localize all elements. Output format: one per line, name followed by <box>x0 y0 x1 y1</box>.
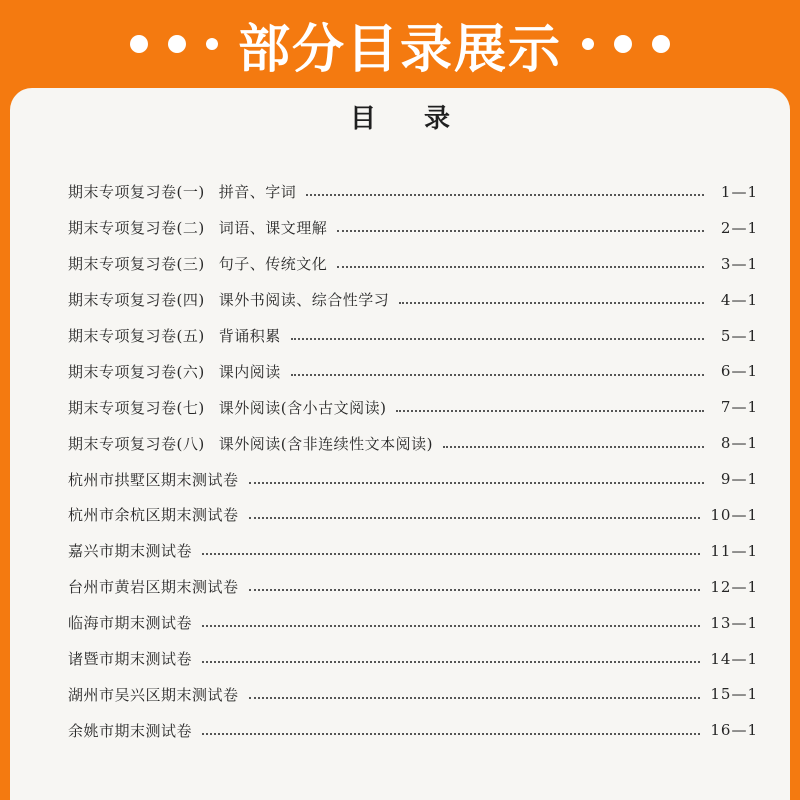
dot-icon <box>582 38 594 50</box>
toc-entry <box>68 389 758 425</box>
toc-entry-page: 13—1 <box>710 613 758 632</box>
toc-entry-title: 杭州市拱墅区期末测试卷 <box>68 470 239 489</box>
toc-entry-page: 12—1 <box>710 577 758 596</box>
toc-entry <box>68 425 758 461</box>
toc-entry <box>68 282 758 318</box>
toc-entry <box>68 569 758 605</box>
toc-entry-topic: 课外书阅读、综合性学习 <box>218 291 390 310</box>
dot-leader <box>291 337 704 340</box>
toc-entry-title: 期末专项复习卷(三) <box>68 255 205 274</box>
toc-entry <box>68 641 758 677</box>
toc-entry <box>68 210 758 246</box>
toc-entry-title: 诸暨市期末测试卷 <box>68 650 193 669</box>
toc-entry-title: 嘉兴市期末测试卷 <box>68 542 193 561</box>
toc-entry-page: 8—1 <box>720 434 758 453</box>
toc-entry <box>68 605 758 641</box>
toc-entry-topic: 拼音、字词 <box>218 183 297 202</box>
toc-entry-topic: 课内阅读 <box>218 362 281 381</box>
dot-leader <box>337 265 704 268</box>
toc-entry-page: 9—1 <box>720 470 758 489</box>
toc-entry-title: 期末专项复习卷(二) <box>68 219 205 238</box>
toc-entry-page: 16—1 <box>710 721 758 740</box>
toc-entry-page: 2—1 <box>720 218 758 237</box>
dot-icon <box>130 35 148 53</box>
dot-leader <box>443 445 704 448</box>
dot-leader <box>249 481 704 484</box>
toc-entry-title: 湖州市吴兴区期末测试卷 <box>68 685 239 704</box>
dot-leader <box>399 301 704 304</box>
toc-entry <box>68 497 758 533</box>
toc-entry-page: 11—1 <box>710 541 758 560</box>
toc-title: 目录 <box>349 104 498 134</box>
dot-icon <box>206 38 218 50</box>
dot-leader <box>202 624 700 627</box>
right-dots-decoration <box>582 35 670 53</box>
toc-entry-topic: 课外阅读(含小古文阅读) <box>218 398 387 417</box>
toc-entry-topic: 课外阅读(含非连续性文本阅读) <box>218 434 433 453</box>
toc-entry-page: 15—1 <box>710 685 758 704</box>
toc-entry <box>68 353 758 389</box>
toc-entry-page: 6—1 <box>720 362 758 381</box>
banner-title: 部分目录展示 <box>237 19 562 80</box>
toc-entry <box>68 174 758 210</box>
dot-leader <box>249 588 701 591</box>
dot-icon <box>614 35 632 53</box>
toc-entry-title: 杭州市余杭区期末测试卷 <box>68 506 239 525</box>
dot-leader <box>202 660 700 663</box>
toc-entry-topic: 背诵积累 <box>218 327 281 345</box>
toc-entry-topic: 词语、课文理解 <box>218 219 328 238</box>
toc-entry <box>68 676 758 712</box>
toc-entry-page: 1—1 <box>720 182 758 201</box>
toc-entry-page: 3—1 <box>720 254 758 273</box>
dot-leader <box>291 373 704 376</box>
dot-leader <box>337 229 704 232</box>
header-banner <box>0 0 800 88</box>
toc-entry-title: 余姚市期末测试卷 <box>68 721 193 740</box>
toc-entry <box>68 533 758 569</box>
toc-entry-page: 7—1 <box>720 398 758 417</box>
toc-entry-title: 期末专项复习卷(一) <box>68 183 205 202</box>
dot-icon <box>652 35 670 53</box>
toc-entry-title: 期末专项复习卷(七) <box>68 398 205 417</box>
toc-list <box>68 174 758 748</box>
toc-entry-title: 期末专项复习卷(八) <box>68 434 205 453</box>
dot-leader <box>306 193 704 196</box>
dot-icon <box>168 35 186 53</box>
toc-entry-page: 10—1 <box>710 505 758 524</box>
toc-entry <box>68 712 758 748</box>
left-dots-decoration <box>130 35 218 53</box>
toc-entry-title: 台州市黄岩区期末测试卷 <box>68 578 239 597</box>
dot-leader <box>202 732 700 735</box>
toc-entry-title: 临海市期末测试卷 <box>68 614 193 633</box>
toc-entry-page: 5—1 <box>720 326 758 345</box>
toc-entry <box>68 461 758 497</box>
dot-leader <box>202 552 700 555</box>
dot-leader <box>396 409 704 412</box>
document-page <box>10 88 790 800</box>
toc-entry-title: 期末专项复习卷(四) <box>68 291 205 310</box>
toc-entry <box>68 318 758 354</box>
toc-entry-page: 4—1 <box>720 290 758 309</box>
dot-leader <box>249 696 701 699</box>
toc-entry-title: 期末专项复习卷(五) <box>68 327 205 345</box>
dot-leader <box>249 516 701 519</box>
toc-entry-title: 期末专项复习卷(六) <box>68 362 205 381</box>
toc-entry <box>68 246 758 282</box>
toc-entry-topic: 句子、传统文化 <box>218 255 328 274</box>
toc-entry-page: 14—1 <box>710 649 758 668</box>
